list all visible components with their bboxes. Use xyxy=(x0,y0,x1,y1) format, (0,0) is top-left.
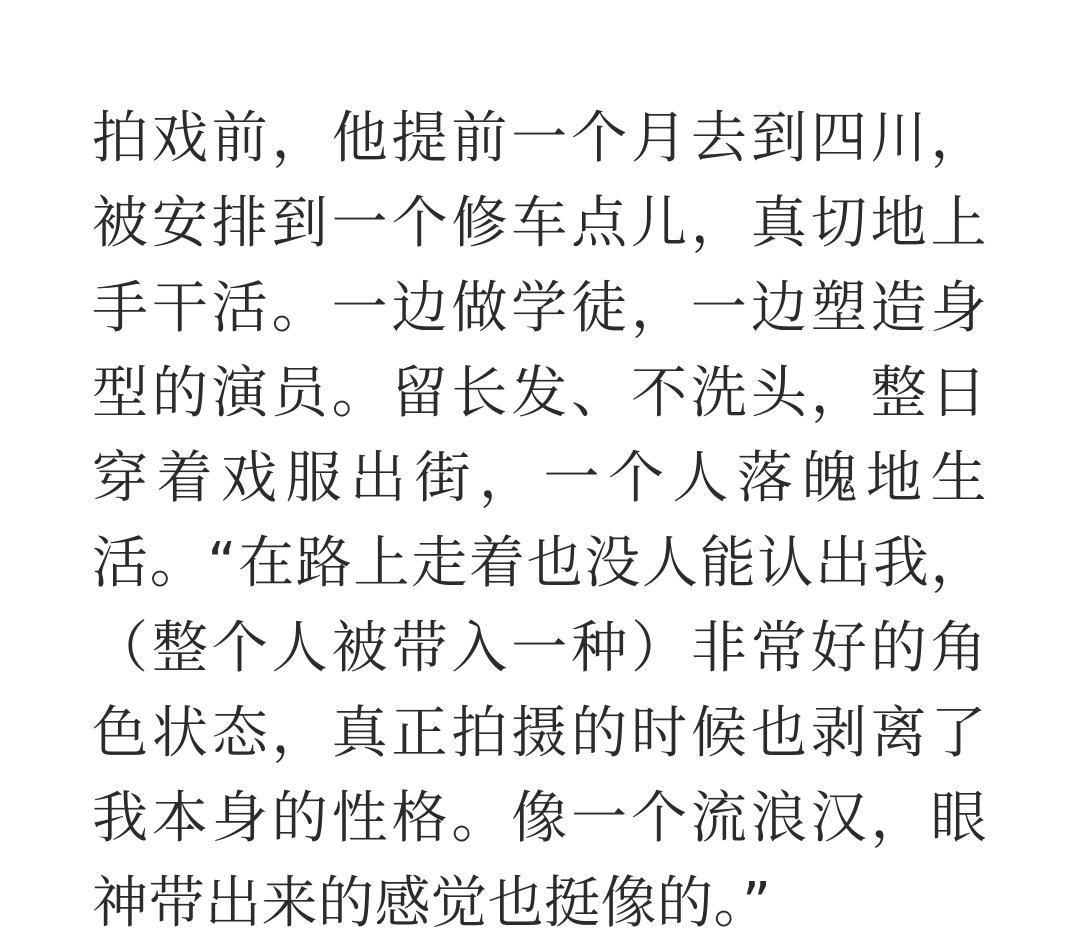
article-paragraph: 拍戏前，他提前一个月去到四川，被安排到一个修车点儿，真切地上手干活。一边做学徒，一边塑造身型的演员。留长发、不洗头，整日穿着戏服出街，一个人落魄地生活。“在路上走着也没人能认出我，（整个人被带入一种）非常好的角色状态，真正拍摄的时候也剥离了我本身的性格。像一个流浪汉，眼神带出来的感觉也挺像的。” xyxy=(92,106,987,936)
